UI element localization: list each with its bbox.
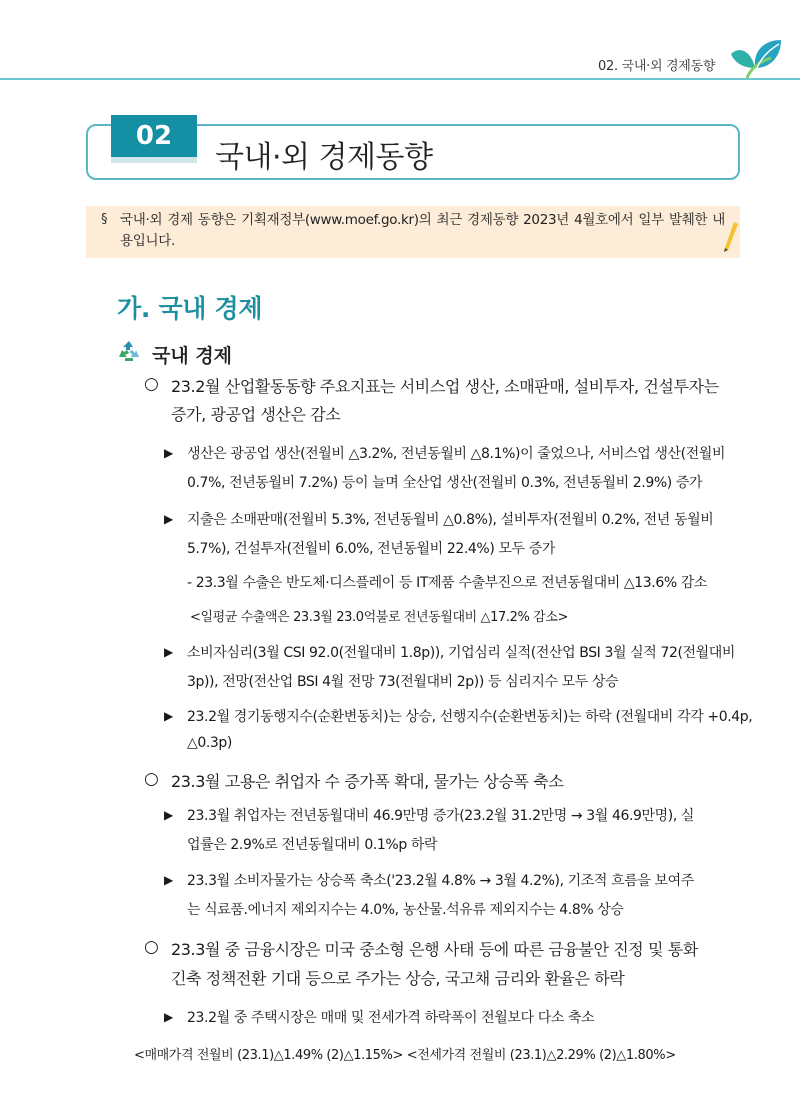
export-note: - 23.3월 수출은 반도체·디스플레이 등 IT제품 수출부진으로 전년동월대비 △13.6% 감소 <box>187 575 708 591</box>
subpoint-line: 23.2월 중 주택시장은 매매 및 전세가격 하락폭이 전월보다 다소 축소 <box>187 1010 595 1026</box>
section-heading: 가. 국내 경제 <box>117 294 263 323</box>
subpoint-line: △0.3p) <box>187 735 232 751</box>
subpoint-line: 23.3월 소비자물가는 상승폭 축소('23.2월 4.8% → 3월 4.2%), 기조적 흐름을 보여주 <box>187 873 694 889</box>
triangle-bullet: ▶ <box>164 645 174 659</box>
bracket-note: <매매가격 전월비 (23.1)△1.49% (2)△1.15%> <전세가격 전월비 (23.1)△2.29% (2)△1.80%> <box>134 1048 676 1063</box>
chapter-number-shadow <box>111 157 197 163</box>
subpoint-line: 지출은 소매판매(전월비 5.3%, 전년동월비 △0.8%), 설비투자(전월비 0.2%, 전년 동월비 <box>187 512 714 528</box>
running-title: 02. 국내·외 경제동향 <box>598 59 716 74</box>
point-line: 증가, 광공업 생산은 감소 <box>171 405 341 424</box>
triangle-bullet: ▶ <box>164 446 174 460</box>
circle-bullet: ○ <box>144 374 159 394</box>
header-rule <box>0 78 800 80</box>
subpoint-line: 업률은 2.9%로 전년동월대비 0.1%p 하락 <box>187 837 438 853</box>
point-line: 23.3월 중 금융시장은 미국 중소형 은행 사태 등에 따른 금융불안 진정 및 통화 <box>171 940 698 959</box>
source-note-text: 국내·외 경제 동향은 기획재정부(www.moef.go.kr)의 최근 경제동향 2023년 4월호에서 일부 발췌한 내용입니다. <box>120 212 725 249</box>
chapter-number: 02 <box>111 115 197 157</box>
leaf-logo-icon <box>725 38 783 80</box>
triangle-bullet: ▶ <box>164 512 174 526</box>
triangle-bullet: ▶ <box>164 808 174 822</box>
chapter-title: 국내·외 경제동향 <box>215 140 433 175</box>
triangle-bullet: ▶ <box>164 709 174 723</box>
point-line: 23.2월 산업활동동향 주요지표는 서비스업 생산, 소매판매, 설비투자, 건설투자는 <box>171 377 719 396</box>
recycle-icon <box>117 339 141 363</box>
subpoint-line: 23.3월 취업자는 전년동월대비 46.9만명 증가(23.2월 31.2만명 → 3월 46.9만명), 실 <box>187 808 695 824</box>
subpoint-line: 0.7%, 전년동월비 7.2%) 등이 늘며 全산업 생산(전월비 0.3%, 전년동월비 2.9%) 증가 <box>187 475 703 491</box>
circle-bullet: ○ <box>144 769 159 789</box>
subpoint-line: 23.2월 경기동행지수(순환변동치)는 상승, 선행지수(순환변동치)는 하락 (전월대비 각각 +0.4p, <box>187 709 753 725</box>
triangle-bullet: ▶ <box>164 1010 174 1024</box>
point-line: 긴축 정책전환 기대 등으로 주가는 상승, 국고채 금리와 환율은 하락 <box>171 969 625 988</box>
bracket-note: <일평균 수출액은 23.3월 23.0억불로 전년동월대비 △17.2% 감소> <box>190 610 568 625</box>
subpoint-line: 5.7%), 건설투자(전월비 6.0%, 전년동월비 22.4%) 모두 증가 <box>187 541 555 557</box>
subpoint-line: 소비자심리(3월 CSI 92.0(전월대비 1.8p)), 기업심리 실적(전산업 BSI 3월 실적 72(전월대비 <box>187 645 736 661</box>
subpoint-line: 3p)), 전망(전산업 BSI 4월 전망 73(전월대비 2p)) 등 심리지수 모두 상승 <box>187 674 619 690</box>
subpoint-line: 는 식료품.에너지 제외지수는 4.0%, 농산물.석유류 제외지수는 4.8% 상승 <box>187 902 624 918</box>
section-mark: § <box>101 212 108 227</box>
circle-bullet: ○ <box>144 937 159 957</box>
subpoint-line: 생산은 광공업 생산(전월비 △3.2%, 전년동월비 △8.1%)이 줄었으나, 서비스업 생산(전월비 <box>187 446 726 462</box>
point-line: 23.3월 고용은 취업자 수 증가폭 확대, 물가는 상승폭 축소 <box>171 772 564 791</box>
subsection-heading: 국내 경제 <box>152 345 233 367</box>
triangle-bullet: ▶ <box>164 873 174 887</box>
